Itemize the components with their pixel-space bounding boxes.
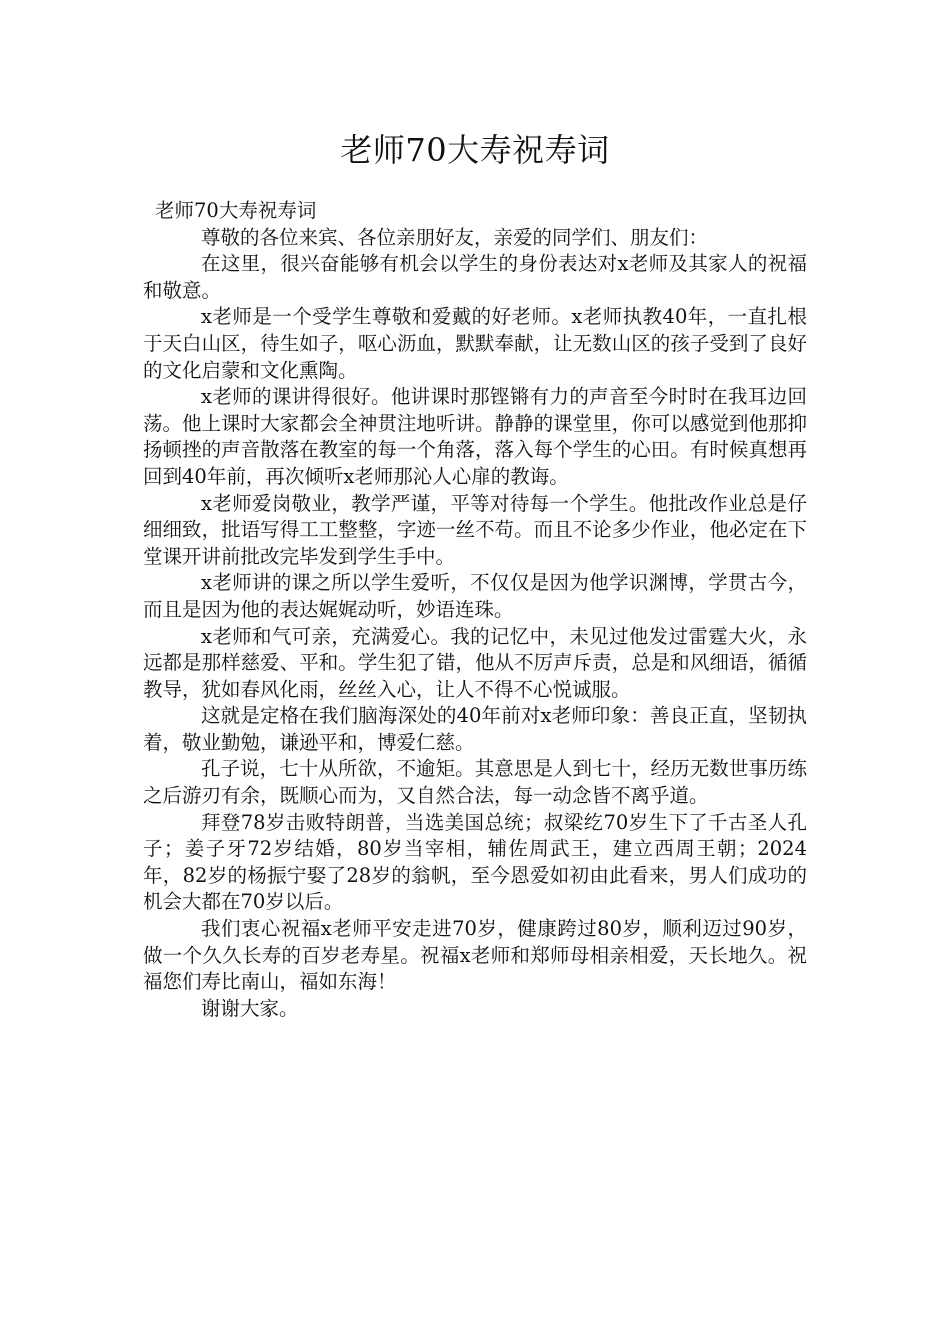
paragraph: 这就是定格在我们脑海深处的40年前对x老师印象：善良正直，坚韧执着，敬业勤勉，谦逊平和，博爱仁慈。 bbox=[143, 704, 807, 754]
paragraph-greeting: 尊敬的各位来宾、各位亲朋好友，亲爱的同学们、朋友们： bbox=[201, 225, 709, 249]
document-body bbox=[143, 198, 807, 1022]
paragraph-closing: 谢谢大家。 bbox=[201, 996, 299, 1020]
paragraph: x老师是一个受学生尊敬和爱戴的好老师。x老师执教40年，一直扎根于天白山区，待生如子，呕心沥血，默默奉献，让无数山区的孩子受到了良好的文化启蒙和文化熏陶。 bbox=[143, 305, 807, 382]
paragraph: 孔子说，七十从所欲，不逾矩。其意思是人到七十，经历无数世事历练之后游刃有余，既顺心而为，又自然合法，每一动念皆不离乎道。 bbox=[143, 757, 807, 808]
paragraph: 在这里，很兴奋能够有机会以学生的身份表达对x老师及其家人的祝福和敬意。 bbox=[143, 252, 807, 302]
paragraph: x老师的课讲得很好。他讲课时那铿锵有力的声音至今时时在我耳边回荡。他上课时大家都会全神贯注地听讲。静静的课堂里，你可以感觉到他那抑扬顿挫的声音散落在教室的每一个角落，落入每个学生的心田。有时候真想再回到40年前，再次倾听x老师那沁人心扉的教诲。 bbox=[143, 385, 807, 488]
paragraph: 拜登78岁击败特朗普，当选美国总统；叔梁纥70岁生下了千古圣人孔子；姜子牙72岁结婚，80岁当宰相，辅佐周武王，建立西周王朝；2024年，82岁的杨振宁娶了28岁的翁帆，至今恩爱如初由此看来，男人们成功的机会大都在70岁以后。 bbox=[143, 810, 807, 914]
paragraph: x老师和气可亲，充满爱心。我的记忆中，未见过他发过雷霆大火，永远都是那样慈爱、平和。学生犯了错，他从不厉声斥责，总是和风细语，循循教导，犹如春风化雨，丝丝入心，让人不得不心悦诚服。 bbox=[143, 624, 807, 701]
document-subtitle: 老师70大寿祝寿词 bbox=[155, 199, 317, 222]
paragraph: x老师爱岗敬业，教学严谨，平等对待每一个学生。他批改作业总是仔细细致，批语写得工工整整，字迹一丝不苟。而且不论多少作业，他必定在下堂课开讲前批改完毕发到学生手中。 bbox=[143, 491, 807, 568]
paragraph: x老师讲的课之所以学生爱听，不仅仅是因为他学识渊博，学贯古今，而且是因为他的表达娓娓动听，妙语连珠。 bbox=[143, 571, 807, 621]
document-title: 老师70大寿祝寿词 bbox=[340, 131, 610, 169]
paragraph: 我们衷心祝福x老师平安走进70岁，健康跨过80岁，顺利迈过90岁，做一个久久长寿的百岁老寿星。祝福x老师和郑师母相亲相爱，天长地久。祝福您们寿比南山，福如东海！ bbox=[143, 917, 807, 994]
